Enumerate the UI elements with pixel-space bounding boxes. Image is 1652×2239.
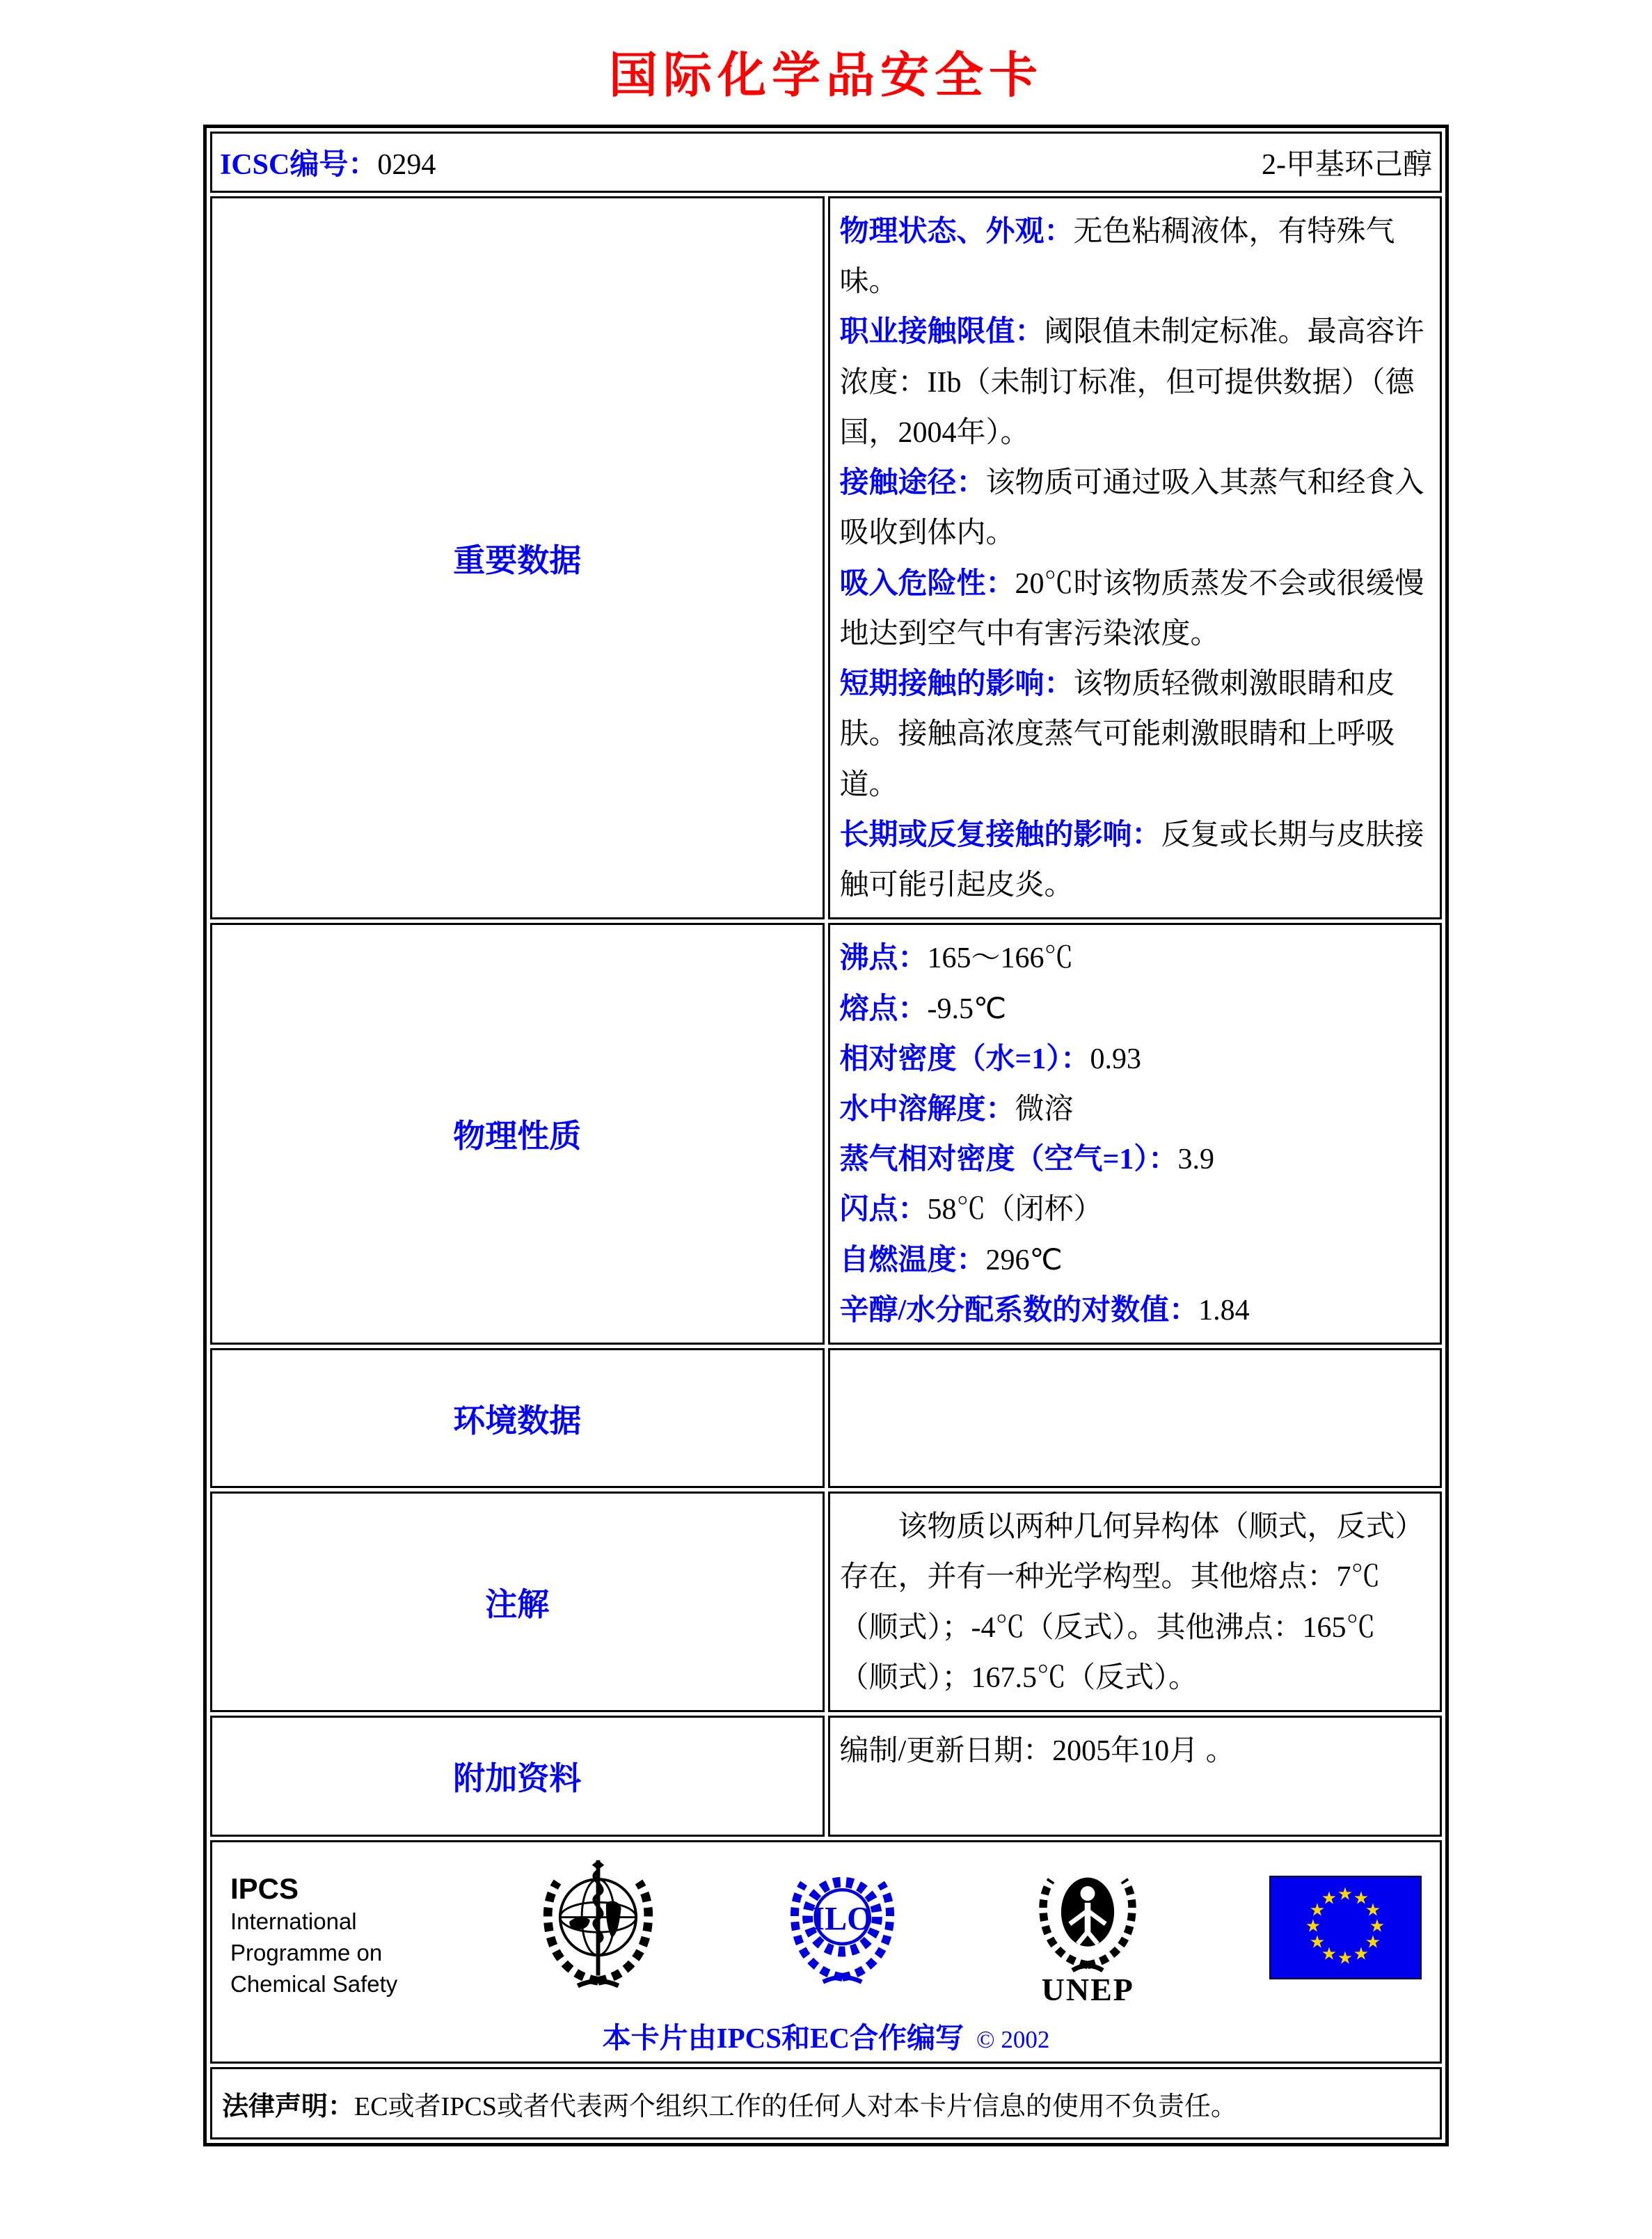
field-label: 自燃温度： bbox=[839, 1244, 986, 1276]
physical-properties-row bbox=[210, 923, 1442, 1345]
eu-flag-icon: ★ ★ ★ ★ ★ ★ ★ ★ ★ ★ ★ ★ bbox=[1269, 1876, 1422, 1979]
field-value: 165～166℃ bbox=[927, 942, 1074, 975]
important-line bbox=[840, 559, 1427, 659]
header-row bbox=[210, 132, 1442, 193]
field-label: 熔点： bbox=[839, 992, 928, 1025]
unep-label: UNEP bbox=[1041, 1972, 1134, 2008]
important-line bbox=[840, 810, 1427, 910]
field-value: 58℃（闭杯） bbox=[927, 1194, 1103, 1226]
additional-info-label: 附加资料 bbox=[210, 1716, 825, 1837]
field-label: 闪点： bbox=[839, 1194, 928, 1226]
environment-data-row bbox=[210, 1348, 1442, 1488]
important-line bbox=[840, 207, 1427, 307]
field-label: 职业接触限值： bbox=[839, 316, 1045, 349]
page-title: 国际化学品安全卡 bbox=[609, 49, 1043, 103]
field-value: 反复或长期与皮肤接触可能引起皮炎。 bbox=[839, 818, 1424, 902]
field-value: 296℃ bbox=[985, 1244, 1063, 1276]
important-data-label: 重要数据 bbox=[210, 196, 825, 919]
field-label: 物理状态、外观： bbox=[839, 216, 1074, 248]
unep-logo-block bbox=[1018, 1855, 1157, 2008]
ilo-logo-icon bbox=[778, 1858, 907, 1990]
caption-copyright: © 2002 bbox=[976, 2026, 1050, 2054]
physical-line bbox=[840, 1285, 1427, 1336]
physical-line bbox=[840, 1034, 1427, 1084]
important-line bbox=[840, 307, 1427, 458]
logos-row bbox=[210, 1840, 1442, 2064]
field-value: -9.5℃ bbox=[927, 992, 1007, 1025]
important-line bbox=[840, 458, 1427, 558]
field-label: 长期或反复接触的影响： bbox=[839, 818, 1161, 851]
field-label: 短期接触的影响： bbox=[839, 668, 1074, 701]
field-label: 蒸气相对密度（空气=1）： bbox=[839, 1144, 1178, 1176]
notes-content bbox=[828, 1492, 1443, 1712]
field-value: 该物质可通过吸入其蒸气和经食入吸收到体内。 bbox=[839, 467, 1424, 550]
important-data-row bbox=[210, 196, 1442, 919]
legal-text: EC或者IPCS或者代表两个组织工作的任何人对本卡片信息的使用不负责任。 bbox=[354, 2091, 1237, 2121]
important-line bbox=[840, 659, 1427, 810]
notes-label: 注解 bbox=[210, 1492, 825, 1712]
icsc-card-table bbox=[203, 125, 1449, 2146]
physical-line bbox=[840, 933, 1427, 983]
notes-text: 该物质以两种几何异构体（顺式，反式）存在，并有一种光学构型。其他熔点：7℃（顺式）；-4℃（反式）。其他沸点：165℃（顺式）；167.5℃（反式）。 bbox=[839, 1511, 1424, 1694]
field-value: 3.9 bbox=[1177, 1144, 1214, 1176]
ipcs-abbr: IPCS bbox=[230, 1872, 299, 1906]
field-label: 沸点： bbox=[839, 942, 928, 975]
additional-info-row bbox=[210, 1716, 1442, 1837]
field-value: 1.84 bbox=[1198, 1294, 1250, 1327]
notes-row bbox=[210, 1492, 1442, 1712]
field-value: 无色粘稠液体，有特殊气味。 bbox=[839, 216, 1395, 299]
field-value: 20℃时该物质蒸发不会或很缓慢地达到空气中有害污染浓度。 bbox=[839, 567, 1424, 650]
field-label: 相对密度（水=1）： bbox=[839, 1043, 1090, 1075]
field-label: 水中溶解度： bbox=[839, 1093, 1015, 1125]
ilo-letters: ILO bbox=[811, 1900, 873, 1938]
environment-data-content bbox=[828, 1348, 1443, 1488]
ipcs-line: Chemical Safety bbox=[230, 1970, 398, 1997]
field-value: 0.93 bbox=[1090, 1043, 1141, 1075]
icsc-number-value: 0294 bbox=[377, 149, 436, 181]
legal-label: 法律声明： bbox=[222, 2091, 355, 2121]
physical-line bbox=[840, 1185, 1427, 1235]
logo-strip bbox=[230, 1855, 1422, 2008]
physical-properties-label: 物理性质 bbox=[210, 923, 825, 1345]
ipcs-text-block bbox=[230, 1855, 418, 2000]
field-label: 辛醇/水分配系数的对数值： bbox=[839, 1294, 1199, 1327]
ipcs-line: International bbox=[230, 1908, 357, 1935]
ipcs-line: Programme on bbox=[230, 1940, 383, 1966]
legal-row bbox=[210, 2067, 1442, 2139]
physical-line bbox=[840, 1235, 1427, 1285]
field-value: 阈限值未制定标准。最高容许浓度：IIb（未制订标准，但可提供数据）（德国，2004年）。 bbox=[839, 316, 1424, 449]
who-logo-icon bbox=[530, 1855, 666, 1994]
field-value: 该物质轻微刺激眼睛和皮肤。接触高浓度蒸气可能刺激眼睛和上呼吸道。 bbox=[839, 668, 1395, 801]
environment-data-label: 环境数据 bbox=[210, 1348, 825, 1488]
icsc-number bbox=[220, 141, 436, 183]
physical-properties-content bbox=[828, 923, 1443, 1345]
icsc-number-label: ICSC编号： bbox=[220, 149, 378, 181]
physical-line bbox=[840, 1134, 1427, 1185]
important-data-content bbox=[828, 196, 1443, 919]
field-label: 接触途径： bbox=[839, 467, 986, 500]
physical-line bbox=[840, 984, 1427, 1034]
physical-line bbox=[840, 1084, 1427, 1134]
additional-info-content bbox=[828, 1716, 1443, 1837]
caption-text: 本卡片由IPCS和EC合作编写 bbox=[602, 2022, 964, 2055]
cooperation-caption bbox=[230, 2015, 1422, 2056]
update-date-line: 编制/更新日期：2005年10月 。 bbox=[839, 1735, 1235, 1768]
field-value: 微溶 bbox=[1015, 1093, 1074, 1125]
field-label: 吸入危险性： bbox=[839, 567, 1015, 600]
chemical-name: 2-甲基环己醇 bbox=[1262, 149, 1432, 181]
